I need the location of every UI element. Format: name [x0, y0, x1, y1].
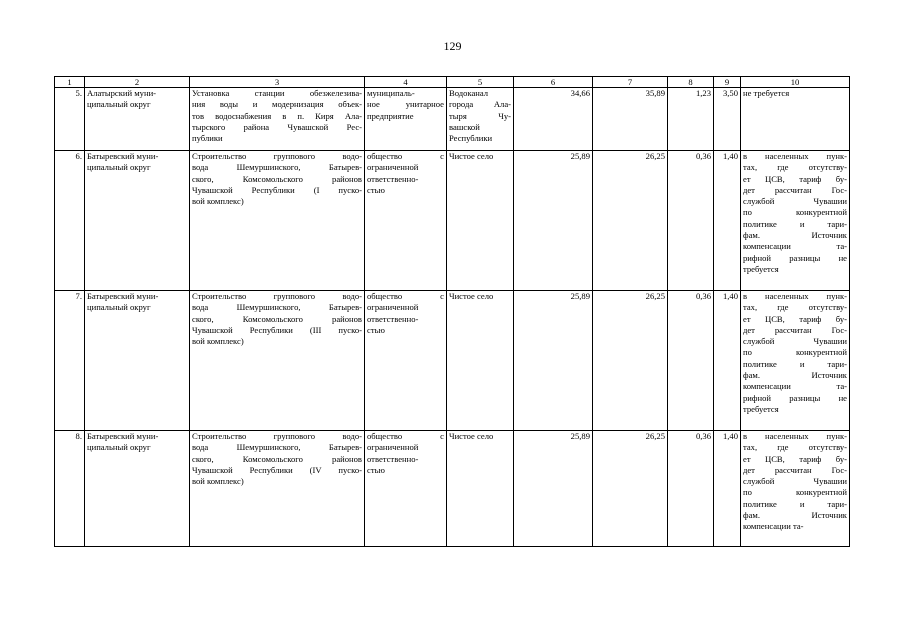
value-col9-cell: 3,50 — [714, 88, 741, 151]
cell-line: стью — [367, 464, 385, 475]
value-col7-cell: 26,25 — [593, 291, 668, 431]
cell-line: общество с — [367, 151, 444, 161]
cell-line: ограниченной — [367, 302, 419, 313]
column-number: 6 — [514, 77, 593, 88]
column-number: 5 — [447, 77, 514, 88]
cell-line: вода Шемуршинского, Батырев- — [192, 442, 362, 453]
cell-line: Батыревский муни- — [87, 431, 159, 441]
cell-line: ципальный округ — [87, 99, 151, 110]
value-col7-cell: 26,25 — [593, 151, 668, 291]
cell-line: предприятие — [367, 110, 414, 121]
table-row — [55, 151, 850, 291]
cell-line: службой Чувашии — [743, 336, 847, 347]
cell-line: политике и тари- — [743, 498, 847, 509]
cell-line: Чувашской Республики (III пуско- — [192, 324, 362, 335]
value-col8-cell: 0,36 — [668, 151, 714, 291]
cell-line: вой комплекс) — [192, 476, 244, 487]
cell-line: Строительство группового водо- — [192, 431, 362, 441]
cell-line: компенсации та- — [743, 521, 804, 532]
cell-line: в населенных пунк- — [743, 151, 847, 161]
cell-line: муниципаль- — [367, 88, 415, 98]
row-number-cell: 5. — [55, 88, 85, 151]
note-cell — [741, 431, 850, 547]
cell-line: публики — [192, 133, 223, 144]
cell-line: Чистое село — [449, 151, 494, 161]
cell-line: по конкурентной — [743, 207, 847, 218]
value-col6-cell: 25,89 — [514, 151, 593, 291]
project-cell — [190, 151, 365, 291]
cell-line: Строительство группового водо- — [192, 291, 362, 301]
cell-line: ответственно- — [367, 173, 419, 184]
value-col7-cell: 35,89 — [593, 88, 668, 151]
cell-line: тов водоснабжения в п. Киря Ала- — [192, 110, 362, 121]
cell-line: не требуется — [743, 88, 790, 98]
cell-line: в населенных пунк- — [743, 291, 847, 301]
project-cell — [190, 291, 365, 431]
cell-line: стью — [367, 324, 385, 335]
cell-line: вашской — [449, 121, 480, 132]
cell-line: тырского района Чувашской Рес- — [192, 121, 362, 132]
cell-line: Батыревский муни- — [87, 291, 159, 301]
table-row — [55, 88, 850, 151]
cell-line: общество с — [367, 431, 444, 441]
table-row — [55, 431, 850, 547]
cell-line: ответственно- — [367, 453, 419, 464]
cell-line: тыря Чу- — [449, 110, 511, 121]
cell-line: ского, Комсомольского районов — [192, 173, 362, 184]
value-col8-cell: 0,36 — [668, 431, 714, 547]
cell-line: вой комплекс) — [192, 336, 244, 347]
cell-line: Установка станции обезжелезива- — [192, 88, 362, 98]
cell-line: ципальный округ — [87, 162, 151, 173]
org-type-cell — [365, 431, 447, 547]
cell-line: службой Чувашии — [743, 196, 847, 207]
cell-line: ограниченной — [367, 442, 419, 453]
cell-line: дет рассчитан Гос- — [743, 184, 847, 195]
cell-line: политике и тари- — [743, 358, 847, 369]
district-cell — [85, 291, 190, 431]
cell-line: службой Чувашии — [743, 476, 847, 487]
org-name-cell — [447, 431, 514, 547]
cell-line: города Ала- — [449, 99, 511, 110]
cell-line: Чистое село — [449, 291, 494, 301]
cell-line: фам. Источник — [743, 230, 847, 241]
cell-line: в населенных пунк- — [743, 431, 847, 441]
column-number: 1 — [55, 77, 85, 88]
value-col9-cell: 1,40 — [714, 151, 741, 291]
project-cell — [190, 88, 365, 151]
column-number: 3 — [190, 77, 365, 88]
cell-line: ского, Комсомольского районов — [192, 453, 362, 464]
cell-line: Чувашской Республики (IV пуско- — [192, 464, 362, 475]
cell-line: Республики — [449, 133, 493, 144]
cell-line: по конкурентной — [743, 347, 847, 358]
value-col7-cell: 26,25 — [593, 431, 668, 547]
cell-line: по конкурентной — [743, 487, 847, 498]
cell-line: вода Шемуршинского, Батырев- — [192, 162, 362, 173]
cell-line: дет рассчитан Гос- — [743, 464, 847, 475]
value-col6-cell: 25,89 — [514, 431, 593, 547]
cell-line: ципальный округ — [87, 442, 151, 453]
cell-line: ния воды и модернизация объек- — [192, 99, 362, 110]
cell-line: тах, где отсутству- — [743, 302, 847, 313]
column-number: 10 — [741, 77, 850, 88]
cell-line: тах, где отсутству- — [743, 442, 847, 453]
cell-line: политике и тари- — [743, 218, 847, 229]
cell-line: ное унитарное — [367, 99, 444, 110]
table-row — [55, 291, 850, 431]
column-number: 9 — [714, 77, 741, 88]
column-number: 2 — [85, 77, 190, 88]
cell-line: фам. Источник — [743, 370, 847, 381]
note-cell — [741, 151, 850, 291]
district-cell — [85, 151, 190, 291]
cell-line: общество с — [367, 291, 444, 301]
cell-line: Батыревский муни- — [87, 151, 159, 161]
note-cell — [741, 88, 850, 151]
cell-line: вой комплекс) — [192, 196, 244, 207]
column-number: 8 — [668, 77, 714, 88]
value-col8-cell: 0,36 — [668, 291, 714, 431]
row-number-cell: 7. — [55, 291, 85, 431]
cell-line: ет ЦСВ, тариф бу- — [743, 313, 847, 324]
value-col9-cell: 1,40 — [714, 291, 741, 431]
org-type-cell — [365, 88, 447, 151]
org-name-cell — [447, 151, 514, 291]
cell-line: требуется — [743, 403, 779, 414]
value-col9-cell: 1,40 — [714, 431, 741, 547]
org-name-cell — [447, 291, 514, 431]
cell-line: ограниченной — [367, 162, 419, 173]
row-number-cell: 6. — [55, 151, 85, 291]
cell-line: дет рассчитан Гос- — [743, 324, 847, 335]
cell-line: ского, Комсомольского районов — [192, 313, 362, 324]
cell-line: вода Шемуршинского, Батырев- — [192, 302, 362, 313]
data-table — [54, 76, 850, 547]
page-number: 129 — [443, 39, 462, 53]
cell-line: Строительство группового водо- — [192, 151, 362, 161]
cell-line: Водоканал — [449, 88, 489, 98]
cell-line: рифной разницы не — [743, 252, 847, 263]
cell-line: компенсации та- — [743, 241, 847, 252]
district-cell — [85, 431, 190, 547]
value-col6-cell: 25,89 — [514, 291, 593, 431]
org-type-cell — [365, 291, 447, 431]
column-number-row — [55, 77, 850, 88]
cell-line: тах, где отсутству- — [743, 162, 847, 173]
column-number: 7 — [593, 77, 668, 88]
value-col8-cell: 1,23 — [668, 88, 714, 151]
district-cell — [85, 88, 190, 151]
org-name-cell — [447, 88, 514, 151]
cell-line: Алатырский муни- — [87, 88, 157, 98]
project-cell — [190, 431, 365, 547]
cell-line: ет ЦСВ, тариф бу- — [743, 453, 847, 464]
cell-line: ответственно- — [367, 313, 419, 324]
column-number: 4 — [365, 77, 447, 88]
cell-line: ет ЦСВ, тариф бу- — [743, 173, 847, 184]
cell-line: ципальный округ — [87, 302, 151, 313]
cell-line: стью — [367, 184, 385, 195]
table-body — [55, 77, 850, 547]
cell-line: требуется — [743, 263, 779, 274]
cell-line: Чистое село — [449, 431, 494, 441]
note-cell — [741, 291, 850, 431]
value-col6-cell: 34,66 — [514, 88, 593, 151]
row-number-cell: 8. — [55, 431, 85, 547]
org-type-cell — [365, 151, 447, 291]
cell-line: фам. Источник — [743, 510, 847, 521]
cell-line: Чувашской Республики (I пуско- — [192, 184, 362, 195]
cell-line: компенсации та- — [743, 381, 847, 392]
cell-line: рифной разницы не — [743, 392, 847, 403]
